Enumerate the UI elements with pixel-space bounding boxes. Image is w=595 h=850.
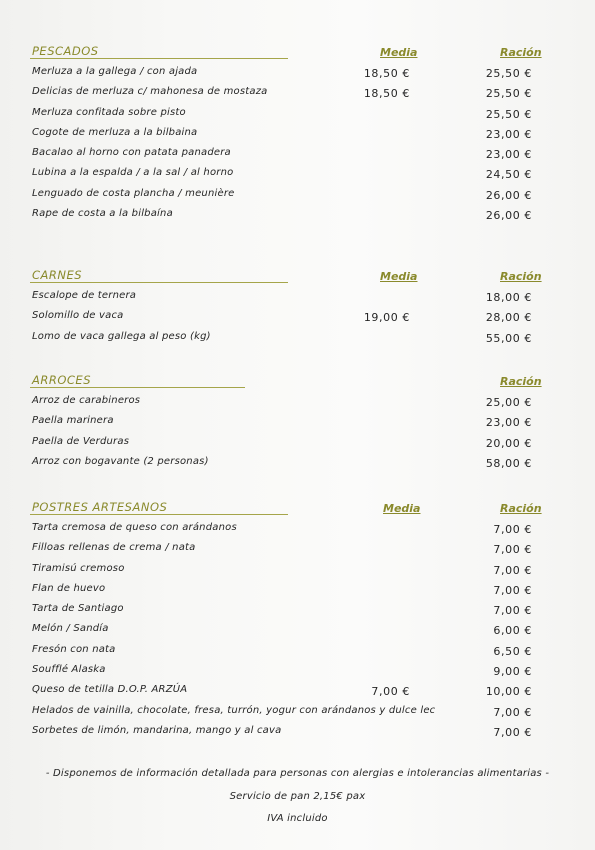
menu-item-name: Arroz de carabineros [32, 395, 141, 406]
section-title: PESCADOS [32, 44, 99, 58]
section-title: CARNES [32, 268, 83, 282]
racion-price: 7,00 € [493, 583, 532, 597]
racion-price: 20,00 € [485, 436, 532, 450]
section-pescados [30, 44, 550, 226]
media-price: 19,00 € [363, 311, 410, 325]
menu-item-row [30, 206, 550, 226]
racion-price: 7,00 € [493, 604, 532, 618]
menu-item-name: Cogote de merluza a la bilbaina [32, 126, 198, 138]
section-header [30, 268, 550, 288]
racion-price: 9,00 € [493, 665, 532, 679]
racion-price: 25,50 € [485, 107, 532, 121]
menu-item-row [30, 393, 550, 413]
racion-price: 23,00 € [485, 148, 532, 162]
menu-item-row [30, 288, 550, 308]
menu-item-row [30, 308, 550, 328]
section-title: ARROCES [32, 373, 91, 387]
media-column-header: Media [380, 270, 418, 283]
menu-item-row [30, 64, 550, 84]
menu-item-name: Rape de costa a la bilbaína [32, 208, 173, 220]
menu-item-row [30, 621, 550, 641]
menu-item-row [30, 105, 550, 125]
menu-item-row [30, 413, 550, 433]
racion-price: 6,00 € [493, 624, 532, 638]
menu-item-name: Arroz con bogavante (2 personas) [32, 455, 209, 467]
media-column-header: Media [383, 502, 421, 515]
menu-item-name: Lomo de vaca gallega al peso (kg) [32, 330, 211, 342]
racion-price: 28,00 € [485, 311, 532, 325]
menu-item-name: Soufflé Alaska [32, 664, 106, 676]
allergen-notice: - Disponemos de información detallada para personas con alergias e intolerancias alimentarias - [45, 768, 550, 779]
menu-item-row [30, 540, 550, 560]
menu-item-name: Tarta cremosa de queso con arándanos [32, 522, 237, 533]
racion-column-header: Ración [500, 375, 542, 388]
section-underline [30, 58, 288, 59]
menu-item-name: Delicias de merluza c/ mahonesa de mostaza [32, 86, 268, 98]
section-header [30, 500, 550, 520]
media-price: 7,00 € [371, 685, 410, 699]
racion-column-header: Ración [500, 270, 542, 283]
racion-price: 25,00 € [485, 396, 532, 409]
menu-item-row [30, 165, 550, 185]
menu-item-name: Solomillo de vaca [32, 310, 124, 322]
racion-price: 23,00 € [485, 127, 532, 141]
bread-service-note: Servicio de pan 2,15€ pax [229, 791, 366, 802]
menu-item-name: Queso de tetilla D.O.P. ARZÚA [32, 684, 188, 696]
section-underline [30, 387, 245, 388]
menu-item-row [30, 662, 550, 682]
menu-item-row [30, 642, 550, 662]
section-title: POSTRES ARTESANOS [32, 500, 168, 514]
racion-price: 58,00 € [485, 456, 532, 470]
menu-item-row [30, 125, 550, 145]
menu-rows [30, 288, 550, 349]
racion-price: 23,00 € [485, 416, 532, 430]
menu-item-row [30, 581, 550, 601]
menu-item-name: Lenguado de costa plancha / meunière [32, 187, 235, 199]
section-underline [30, 514, 288, 515]
racion-price: 24,50 € [485, 168, 532, 182]
racion-price: 26,00 € [485, 188, 532, 202]
racion-column-header: Ración [500, 46, 542, 59]
racion-price: 18,00 € [485, 291, 532, 304]
menu-item-name: Bacalao al horno con patata panadera [32, 147, 231, 159]
racion-price: 6,50 € [493, 644, 532, 658]
racion-column-header: Ración [500, 502, 542, 515]
menu-item-row [30, 723, 550, 743]
menu-item-name: Helados de vainilla, chocolate, fresa, turrón, yogur con arándanos y dulce lec [32, 704, 436, 716]
menu-item-name: Tiramisú cremoso [32, 562, 125, 574]
menu-item-name: Melón / Sandía [32, 623, 109, 635]
menu-rows [30, 520, 550, 743]
racion-price: 7,00 € [493, 543, 532, 557]
menu-item-name: Lubina a la espalda / a la sal / al horno [32, 167, 234, 179]
menu-item-row [30, 601, 550, 621]
racion-price: 25,50 € [485, 67, 532, 80]
media-price: 18,50 € [363, 67, 410, 80]
menu-item-row [30, 703, 550, 723]
menu-item-name: Paella de Verduras [32, 435, 130, 447]
racion-price: 10,00 € [485, 685, 532, 699]
section-carnes [30, 268, 550, 349]
menu-item-name: Paella marinera [32, 415, 114, 427]
media-column-header: Media [380, 46, 418, 59]
menu-item-row [30, 186, 550, 206]
menu-item-row [30, 434, 550, 454]
menu-item-row [30, 329, 550, 349]
racion-price: 7,00 € [493, 705, 532, 719]
section-postres [30, 500, 550, 743]
racion-price: 55,00 € [485, 331, 532, 345]
menu-rows [30, 64, 550, 226]
menu-item-name: Tarta de Santiago [32, 603, 124, 615]
menu-item-name: Escalope de ternera [32, 290, 137, 301]
racion-price: 7,00 € [493, 523, 532, 536]
menu-item-name: Flan de huevo [32, 582, 106, 594]
menu-item-row [30, 84, 550, 104]
section-arroces [30, 373, 550, 474]
section-header [30, 44, 550, 64]
menu-item-row [30, 520, 550, 540]
section-header [30, 373, 550, 393]
racion-price: 7,00 € [493, 725, 532, 739]
menu-item-row [30, 454, 550, 474]
menu-item-row [30, 561, 550, 581]
menu-item-name: Sorbetes de limón, mandarina, mango y al cava [32, 724, 282, 736]
racion-price: 25,50 € [485, 87, 532, 101]
racion-price: 7,00 € [493, 563, 532, 577]
media-price: 18,50 € [363, 87, 410, 101]
menu-item-name: Fresón con nata [32, 643, 116, 655]
vat-note: IVA incluido [267, 813, 328, 824]
menu-item-row [30, 682, 550, 702]
menu-item-name: Filloas rellenas de crema / nata [32, 542, 196, 554]
section-underline [30, 282, 288, 283]
menu-item-name: Merluza confitada sobre pisto [32, 106, 186, 118]
menu-item-name: Merluza a la gallega / con ajada [32, 66, 198, 77]
menu-item-row [30, 145, 550, 165]
menu-rows [30, 393, 550, 474]
racion-price: 26,00 € [485, 209, 532, 223]
